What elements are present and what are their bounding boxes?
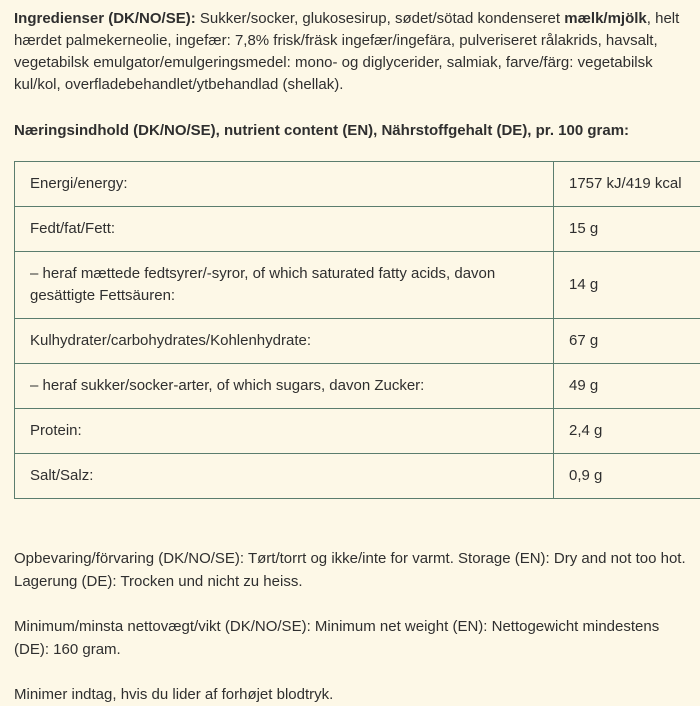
table-row-carbohydrates	[15, 319, 700, 364]
table-row-fat	[15, 207, 700, 252]
nutrient-value: 67 g	[554, 319, 700, 364]
nutrition-heading: Næringsindhold (DK/NO/SE), nutrient content (EN), Nährstoffgehalt (DE), pr. 100 gram:	[14, 120, 686, 142]
nutrient-label: Energi/energy:	[15, 162, 554, 207]
nutrient-label: – heraf mættede fedtsyrer/-syror, of which saturated fatty acids, davon gesättigte Fettsäuren:	[15, 252, 554, 319]
nutrient-value: 2,4 g	[554, 409, 700, 454]
nutrition-table-body	[15, 162, 700, 499]
table-row-energy	[15, 162, 700, 207]
ingredients-text-part2: , helt hærdet palmekerneolie, ingefær: 7,8% frisk/fräsk ingefær/ingefära, pulveriseret rålakrids, havsalt, vegetabilsk emulgator/emulgeringsmedel: mono- og diglycerider, salmiak, farve/färg: vegetabilsk kul/kol, overfladebehandlet/ytbehandlad (shellak).	[14, 10, 679, 93]
nutrient-value: 1757 kJ/419 kcal	[554, 162, 700, 207]
ingredients-allergen-milk: mælk/mjölk	[564, 10, 647, 27]
ingredients-paragraph	[14, 8, 686, 96]
net-weight-paragraph: Minimum/minsta nettovægt/vikt (DK/NO/SE): Minimum net weight (EN): Nettogewicht mindestens (DE): 160 gram.	[14, 615, 686, 661]
warning-paragraph: Minimer indtag, hvis du lider af forhøjet blodtryk.	[14, 683, 686, 706]
table-row-saturated-fat	[15, 252, 700, 319]
nutrition-table	[14, 161, 700, 499]
nutrient-value: 0,9 g	[554, 454, 700, 499]
ingredients-text-part1: Sukker/socker, glukosesirup, sødet/sötad kondenseret	[196, 10, 565, 27]
table-row-protein	[15, 409, 700, 454]
nutrient-value: 15 g	[554, 207, 700, 252]
nutrient-label: Salt/Salz:	[15, 454, 554, 499]
ingredients-label: Ingredienser (DK/NO/SE):	[14, 10, 196, 27]
nutrient-label: – heraf sukker/socker-arter, of which sugars, davon Zucker:	[15, 364, 554, 409]
nutrient-value: 14 g	[554, 252, 700, 319]
nutrient-label: Fedt/fat/Fett:	[15, 207, 554, 252]
nutrient-label: Kulhydrater/carbohydrates/Kohlenhydrate:	[15, 319, 554, 364]
table-row-sugars	[15, 364, 700, 409]
nutrient-value: 49 g	[554, 364, 700, 409]
storage-paragraph: Opbevaring/förvaring (DK/NO/SE): Tørt/torrt og ikke/inte for varmt. Storage (EN): Dry and not too hot. Lagerung (DE): Trocken und nicht zu heiss.	[14, 547, 686, 593]
nutrient-label: Protein:	[15, 409, 554, 454]
table-row-salt	[15, 454, 700, 499]
